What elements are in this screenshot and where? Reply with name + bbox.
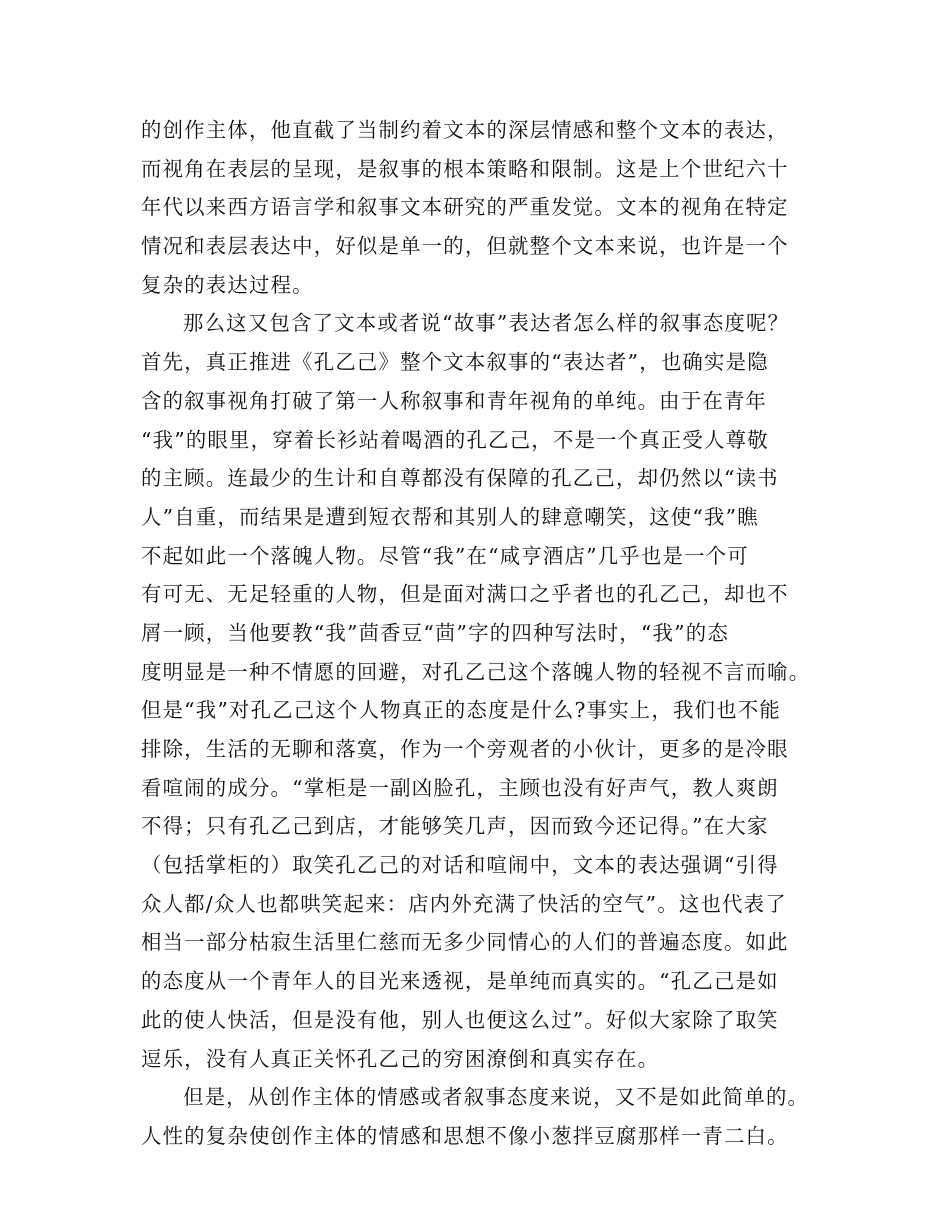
paragraph-first-line: 那么这又包含了文本或者说“故事”表达者怎么样的叙事态度呢？ <box>183 311 790 336</box>
document-body <box>141 111 813 1156</box>
paragraph-line: 复杂的表达过程。 <box>141 272 314 297</box>
paragraph-line: 的主顾。连最少的生计和自尊都没有保障的孔乙己，却仍然以“读书 <box>141 466 779 491</box>
paragraph-line: 不得；只有孔乙己到店，才能够笑几声，因而致今还记得。”在大家 <box>141 814 769 839</box>
paragraph-line: 人”自重，而结果是遭到短衣帮和其别人的肆意嘲笑，这使“我”瞧 <box>141 504 759 529</box>
paragraph-line: 年代以来西方语言学和叙事文本研究的严重发觉。文本的视角在特定 <box>141 195 789 220</box>
paragraph-line: “我”的眼里，穿着长衫站着喝酒的孔乙己，不是一个真正受人尊敬 <box>141 427 769 452</box>
paragraph-line: 的创作主体，他直截了当制约着文本的深层情感和整个文本的表达， <box>141 118 789 142</box>
paragraph-line: 众人都/众人也都哄笑起来：店内外充满了快活的空气”。这也代表了 <box>141 891 787 916</box>
paragraph-line: 而视角在表层的呈现，是叙事的根本策略和限制。这是上个世纪六十 <box>141 156 789 181</box>
paragraph-line: 首先，真正推进《孔乙己》整个文本叙事的“表达者”，也确实是隐 <box>141 350 769 375</box>
paragraph-line: 不起如此一个落魄人物。尽管“我”在“咸亨酒店”几乎也是一个可 <box>141 543 749 568</box>
paragraph-line: 含的叙事视角打破了第一人称叙事和青年视角的单纯。由于在青年 <box>141 388 768 413</box>
paragraph-line: 屑一顾，当他要教“我”茴香豆“茴”字的四种写法时，“我”的态 <box>141 620 729 645</box>
paragraph-line: 逗乐，没有人真正关怀孔乙己的穷困潦倒和真实存在。 <box>141 1046 660 1071</box>
paragraph-line: 看喧闹的成分。“掌柜是一副凶脸孔，主顾也没有好声气，教人爽朗 <box>141 775 779 800</box>
paragraph-line: 相当一部分枯寂生活里仁慈而无多少同情心的人们的普遍态度。如此 <box>141 930 789 955</box>
paragraph-line: 有可无、无足轻重的人物，但是面对满口之乎者也的孔乙己，却也不 <box>141 582 789 607</box>
paragraph-first-line: 但是，从创作主体的情感或者叙事态度来说，又不是如此简单的。 <box>183 1085 810 1110</box>
paragraph-line: 度明显是一种不情愿的回避，对孔乙己这个落魄人物的轻视不言而喻。 <box>141 659 811 684</box>
paragraph-line: 的态度从一个青年人的目光来透视，是单纯而真实的。“孔乙己是如 <box>141 969 779 994</box>
paragraph-line: 排除，生活的无聊和落寞，作为一个旁观者的小伙计，更多的是冷眼 <box>141 737 789 761</box>
paragraph-line: 情况和表层表达中，好似是单一的，但就整个文本来说，也许是一个 <box>141 234 789 259</box>
paragraph-line: （包括掌柜的）取笑孔乙己的对话和喧闹中，文本的表达强调“引得 <box>141 853 779 878</box>
paragraph-line: 人性的复杂使创作主体的情感和思想不像小葱拌豆腐那样一青二白。 <box>141 1123 789 1148</box>
paragraph-line: 但是“我”对孔乙己这个人物真正的态度是什么?事实上，我们也不能 <box>141 698 781 723</box>
paragraph-line: 此的使人快活，但是没有他，别人也便这么过”。好似大家除了取笑 <box>141 1007 779 1032</box>
